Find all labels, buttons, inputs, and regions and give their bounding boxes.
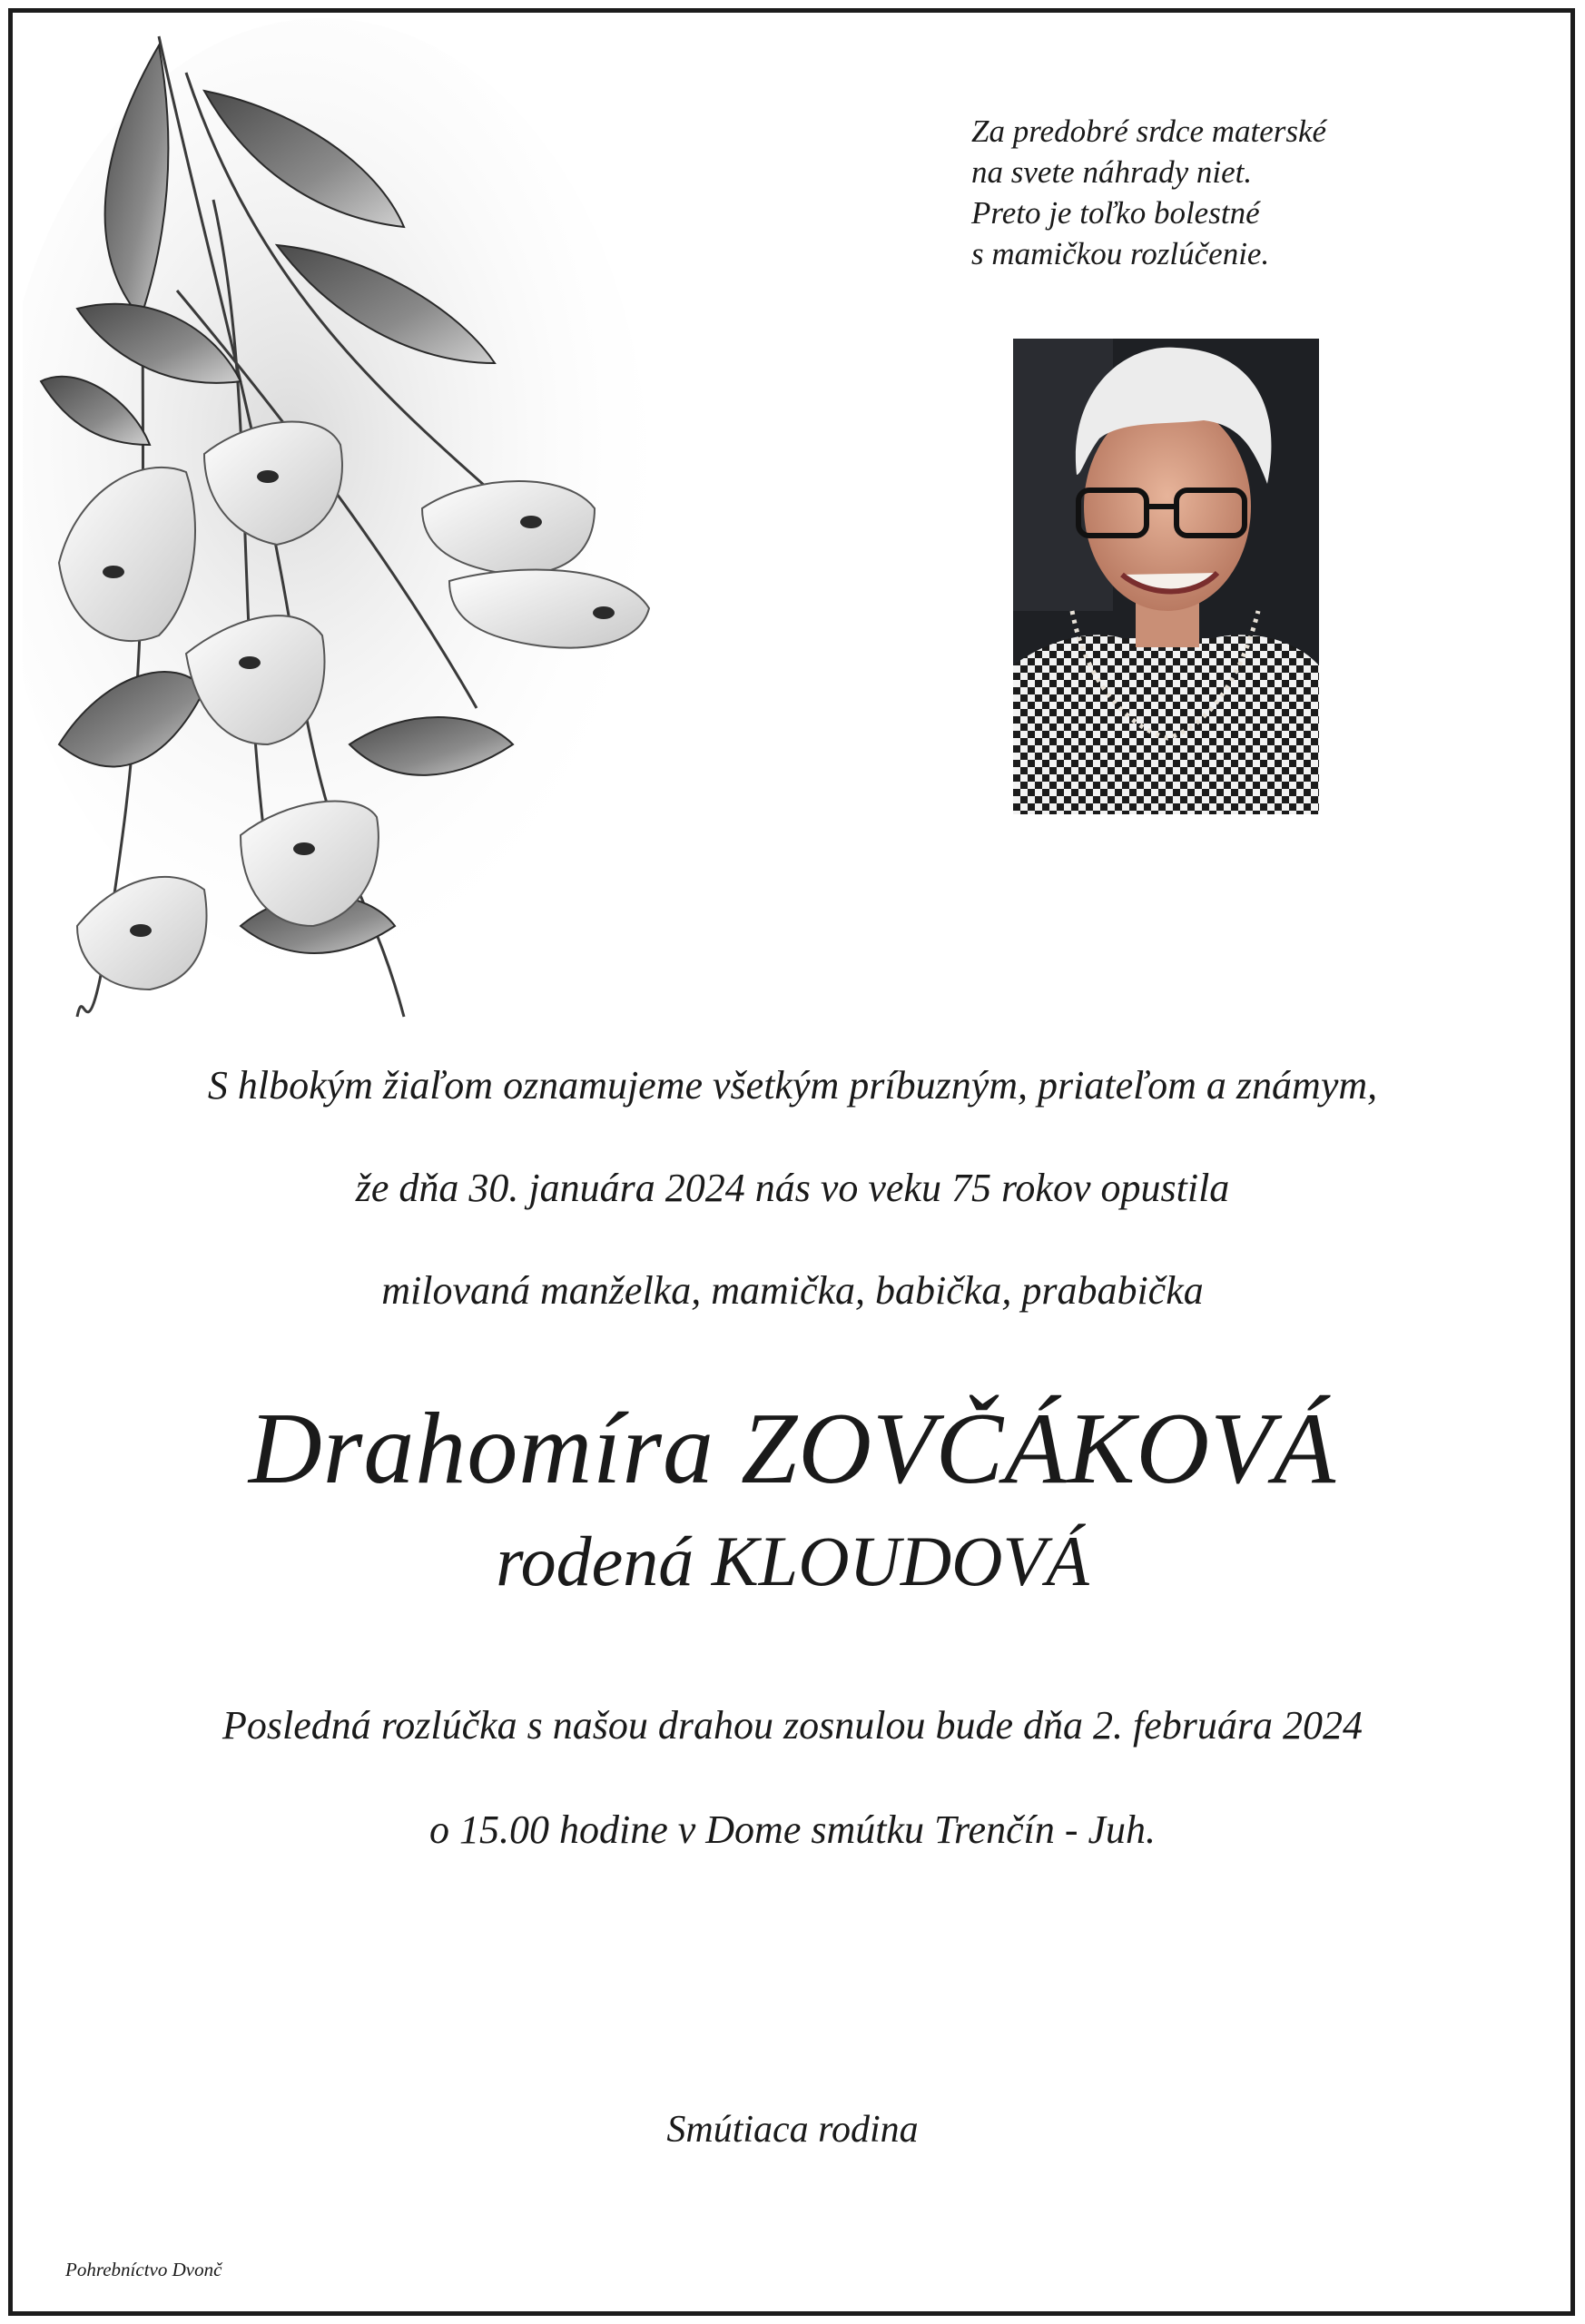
poem-line: Preto je toľko bolestné	[971, 195, 1260, 231]
portrait-photo	[1013, 339, 1319, 814]
undertaker-credit: Pohrebníctvo Dvonč	[65, 2259, 222, 2280]
deceased-name: Drahomíra ZOVČÁKOVÁ	[248, 1393, 1337, 1505]
announcement-line-2: že dňa 30. januára 2024 nás vo veku 75 rokov opustila	[355, 1166, 1230, 1210]
poem-line: s mamičkou rozlúčenie.	[971, 236, 1270, 271]
calla-lily-flowers-icon	[23, 18, 685, 1062]
deceased-maiden-name: rodená KLOUDOVÁ	[496, 1521, 1089, 1600]
announcement-line-3: milovaná manželka, mamička, babička, prababička	[381, 1268, 1204, 1313]
announcement-line-1: S hlbokým žiaľom oznamujeme všetkým príbuzným, priateľom a známym,	[207, 1063, 1378, 1108]
poem-line: na svete náhrady niet.	[971, 154, 1253, 190]
poem-line: Za predobré srdce materské	[971, 113, 1327, 149]
memorial-poem	[971, 111, 1480, 274]
funeral-line-1: Posledná rozlúčka s našou drahou zosnulou bude dňa 2. februára 2024	[222, 1703, 1363, 1748]
signature: Smútiaca rodina	[666, 2109, 919, 2151]
funeral-line-2: o 15.00 hodine v Dome smútku Trenčín - Juh.	[428, 1807, 1156, 1852]
